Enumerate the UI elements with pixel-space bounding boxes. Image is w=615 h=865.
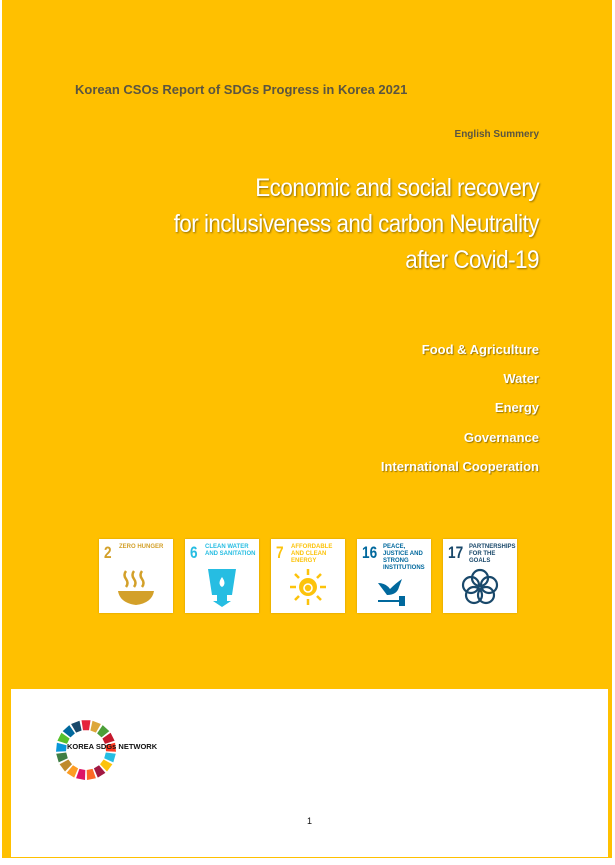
sdg-label: PARTNERSHIPS FOR THE GOALS (469, 544, 516, 564)
report-subtitle: Korean CSOs Report of SDGs Progress in Korea 2021 (75, 82, 408, 97)
sdg-17-tile (443, 539, 517, 613)
sdg-label: PEACE, JUSTICE AND STRONG INSTITUTIONS (383, 544, 425, 571)
sdg-label: ZERO HUNGER (119, 544, 164, 550)
wheel-segment (82, 720, 91, 730)
wheel-segment (87, 769, 96, 780)
report-title (174, 170, 539, 278)
sdg-6-tile (185, 539, 259, 613)
wheel-segment (56, 743, 67, 752)
sdg-number: 6 (190, 543, 198, 562)
logo-text: KOREA SDGs NETWORK (67, 742, 158, 751)
topic-item: Water (503, 371, 539, 387)
title-line: for inclusiveness and carbon Neutrality (173, 210, 539, 238)
sdg-number: 2 (104, 543, 112, 562)
rings-icon (460, 567, 500, 607)
sdg-number: 17 (448, 543, 464, 562)
sdg-label: AFFORDABLE AND CLEAN ENERGY (291, 544, 333, 564)
sdg-label: CLEAN WATER AND SANITATION (205, 544, 256, 557)
sun-icon (288, 567, 328, 607)
sdg-16-tile (357, 539, 431, 613)
footer-panel (11, 689, 608, 857)
topic-item: Food & Agriculture (421, 342, 539, 357)
cover-page (2, 0, 612, 858)
sdg-number: 16 (362, 543, 378, 562)
wheel-segment (76, 769, 85, 780)
title-line: after Covid-19 (405, 246, 539, 274)
topic-item: Governance (463, 429, 539, 445)
edition-label: English Summery (454, 129, 539, 140)
water-glass-icon (202, 567, 242, 607)
sdg-icon-row (99, 539, 517, 613)
sdg-number: 7 (276, 543, 284, 562)
title-line: Economic and social recovery (255, 174, 539, 202)
sdg-7-tile (271, 539, 345, 613)
dove-gavel-icon (374, 567, 414, 607)
topic-item: International Cooperation (380, 458, 539, 474)
bowl-icon (116, 567, 156, 607)
sdg-2-tile (99, 539, 173, 613)
topic-list (381, 342, 539, 488)
page-number: 1 (307, 816, 313, 826)
topic-item: Energy (494, 400, 539, 416)
